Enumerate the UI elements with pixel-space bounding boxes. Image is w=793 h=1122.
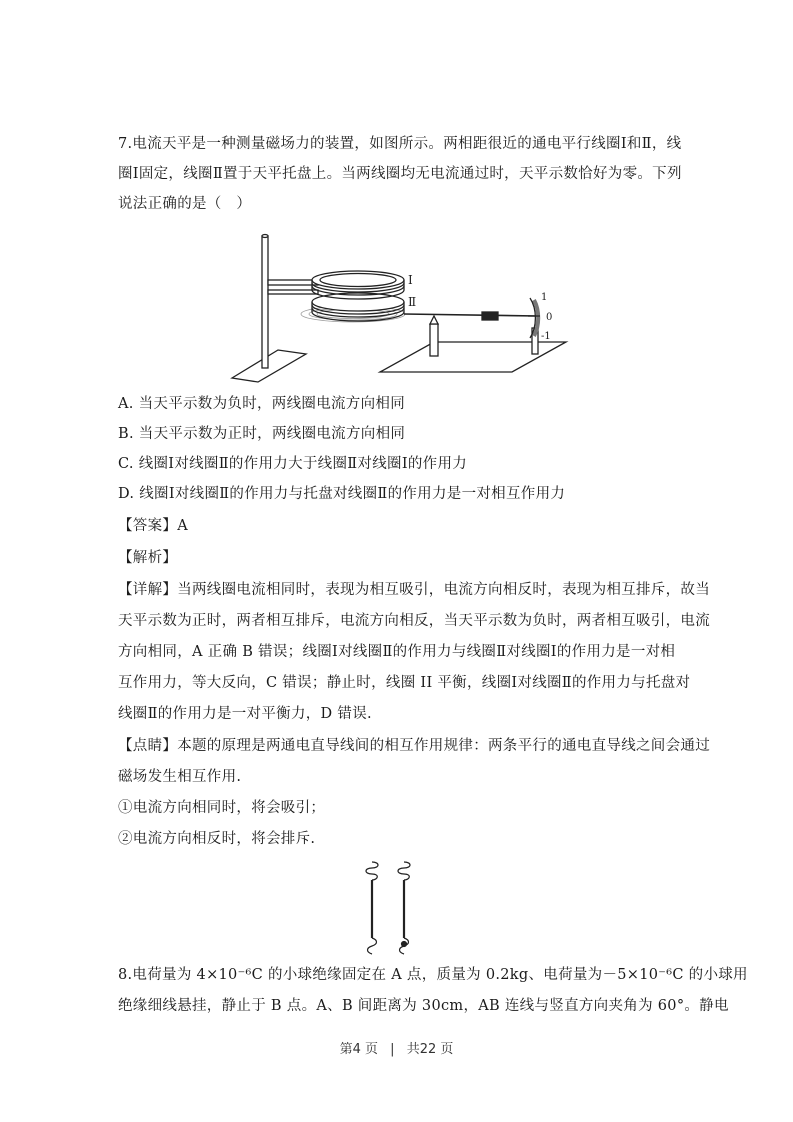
counterweight xyxy=(482,312,498,320)
q7-option-b: B. 当天平示数为正时，两线圈电流方向相同 xyxy=(118,426,406,442)
stand-base xyxy=(232,350,306,382)
stand-pole xyxy=(262,236,268,368)
balance-beam xyxy=(404,314,538,316)
q7-detail-line-1: 【详解】当两线圈电流相同时，表现为相互吸引，电流方向相反时，表现为相互排斥，故当 xyxy=(118,582,710,598)
q7-option-a: A. 当天平示数为负时，两线圈电流方向相同 xyxy=(118,396,405,412)
scale-label-mid: 0 xyxy=(546,312,553,323)
right-wire xyxy=(398,862,410,954)
q7-answer: 【答案】A xyxy=(118,518,188,534)
pivot-post xyxy=(430,324,438,356)
q7-option-c: C. 线圈Ⅰ对线圈Ⅱ的作用力大于线圈Ⅱ对线圈Ⅰ的作用力 xyxy=(118,456,468,472)
q7-stem-line-2: 圈Ⅰ固定，线圈Ⅱ置于天平托盘上。当两线圈均无电流通过时，天平示数恰好为零。下列 xyxy=(118,166,682,182)
q7-rule-1: ①电流方向相同时，将会吸引； xyxy=(118,800,326,816)
q7-option-d: D. 线圈Ⅰ对线圈Ⅱ的作用力与托盘对线圈Ⅱ的作用力是一对相互作用力 xyxy=(118,486,566,502)
scale-arc xyxy=(534,300,538,336)
page-number: 第4 页 xyxy=(339,1042,379,1057)
q7-comment-line-1: 【点睛】本题的原理是两通电直导线间的相互作用规律：两条平行的通电直导线之间会通过 xyxy=(118,738,710,754)
q7-stem-line-1: 7.电流天平是一种测量磁场力的装置，如图所示。两相距很近的通电平行线圈Ⅰ和Ⅱ，线 xyxy=(118,136,682,152)
page-footer xyxy=(0,1038,793,1057)
parallel-wires-figure xyxy=(354,858,424,958)
total-pages: 共22 页 xyxy=(406,1042,454,1057)
q7-detail-line-3: 方向相同，A 正确 B 错误；线圈Ⅰ对线圈Ⅱ的作用力与线圈Ⅱ对线圈Ⅰ的作用力是一对相 xyxy=(118,644,676,660)
q7-rule-2: ②电流方向相反时，将会排斥. xyxy=(118,831,316,847)
stand-arm xyxy=(268,280,318,285)
q7-comment-line-2: 磁场发生相互作用. xyxy=(118,769,242,785)
q8-stem-line-2: 绝缘细线悬挂，静止于 B 点。A、B 间距离为 30cm，AB 连线与竖直方向夹角为 60°。静电 xyxy=(118,998,729,1014)
q7-analysis-heading: 【解析】 xyxy=(118,550,178,566)
coil-2-label: Ⅱ xyxy=(408,295,417,309)
left-wire xyxy=(366,862,378,954)
q7-stem-line-3: 说法正确的是（ ） xyxy=(118,196,252,212)
q8-stem-line-1: 8.电荷量为 4×10⁻⁶C 的小球绝缘固定在 A 点，质量为 0.2kg、电荷量为－5×10⁻⁶C 的小球用 xyxy=(118,967,748,983)
q7-detail-line-4: 互作用力，等大反向，C 错误；静止时，线圈 II 平衡，线圈Ⅰ对线圈Ⅱ的作用力与托盘对 xyxy=(118,675,691,691)
q7-detail-line-2: 天平示数为正时，两者相互排斥，电流方向相反，当天平示数为负时，两者相互吸引，电流 xyxy=(118,613,710,629)
coil-1-label: Ⅰ xyxy=(408,273,413,287)
scale-label-top: 1 xyxy=(541,292,548,303)
footer-separator: | xyxy=(390,1042,395,1057)
q7-detail-line-5: 线圈Ⅱ的作用力是一对平衡力，D 错误. xyxy=(118,706,372,722)
current-balance-figure xyxy=(228,228,573,386)
coil-1 xyxy=(312,271,404,299)
scale-label-bottom: -1 xyxy=(541,331,551,342)
